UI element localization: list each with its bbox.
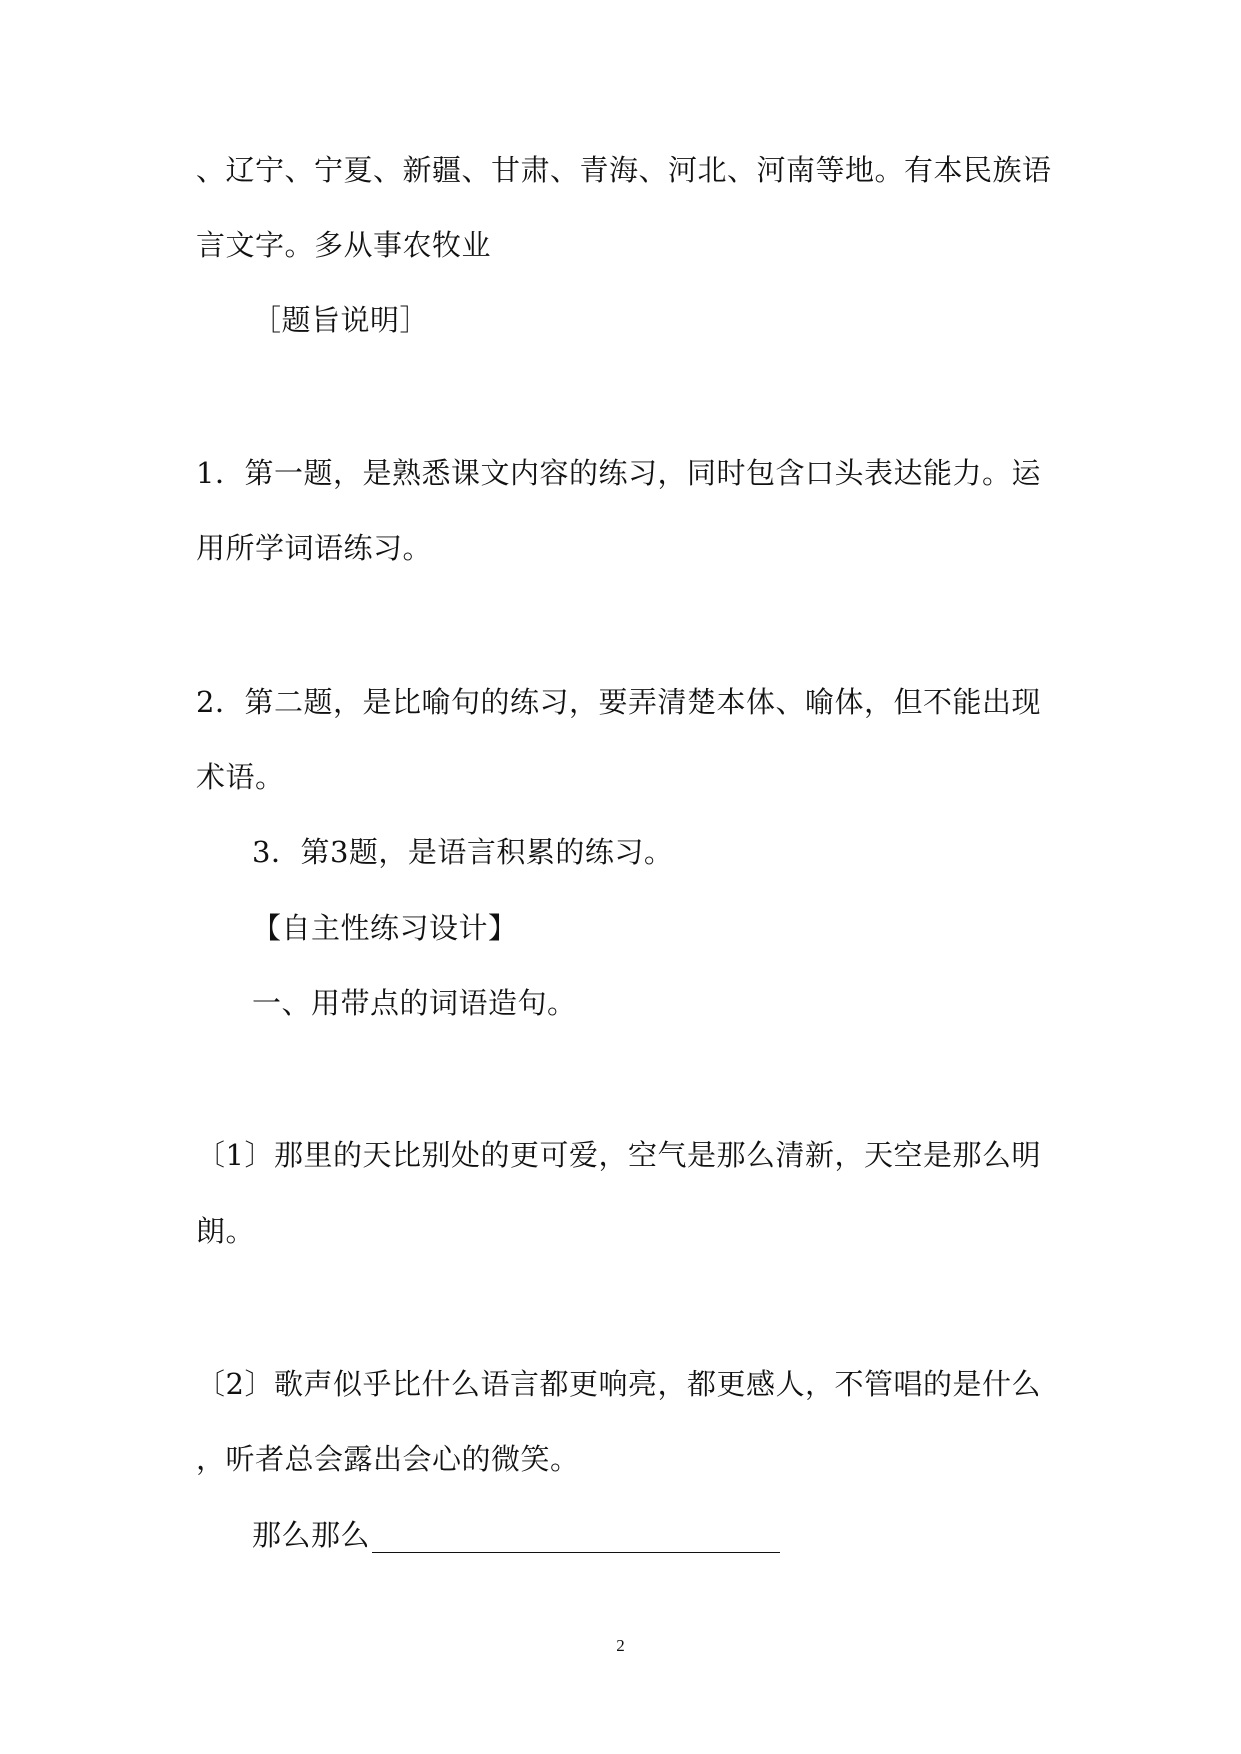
text-line: ，听者总会露出会心的微笑。 <box>196 1442 580 1476</box>
fill-in-prompt: 那么那么 <box>252 1518 371 1552</box>
answer-blank <box>372 1522 780 1553</box>
text-line: 言文字。多从事农牧业 <box>196 228 492 262</box>
text-line: 1．第一题，是熟悉课文内容的练习，同时包含口头表达能力。运 <box>196 456 1041 490</box>
text-line: 、辽宁、宁夏、新疆、甘肃、青海、河北、河南等地。有本民族语 <box>196 153 1052 187</box>
exercise-heading: 一、用带点的词语造句。 <box>252 986 577 1020</box>
text-line: 2．第二题，是比喻句的练习，要弄清楚本体、喻体，但不能出现 <box>196 685 1041 719</box>
text-line: 〔2〕歌声似乎比什么语言都更响亮，都更感人，不管唱的是什么 <box>196 1367 1041 1401</box>
text-line: 朗。 <box>196 1214 256 1248</box>
fill-in-line <box>252 1517 780 1553</box>
text-line: 〔1〕那里的天比别处的更可爱，空气是那么清新，天空是那么明 <box>196 1138 1041 1172</box>
section-heading: ［题旨说明］ <box>252 303 430 337</box>
text-line: 3．第3题，是语言积累的练习。 <box>252 835 674 869</box>
section-heading: 【自主性练习设计】 <box>252 911 518 945</box>
text-line: 术语。 <box>196 760 285 794</box>
page-number: 2 <box>616 1636 625 1655</box>
text-line: 用所学词语练习。 <box>196 531 433 565</box>
